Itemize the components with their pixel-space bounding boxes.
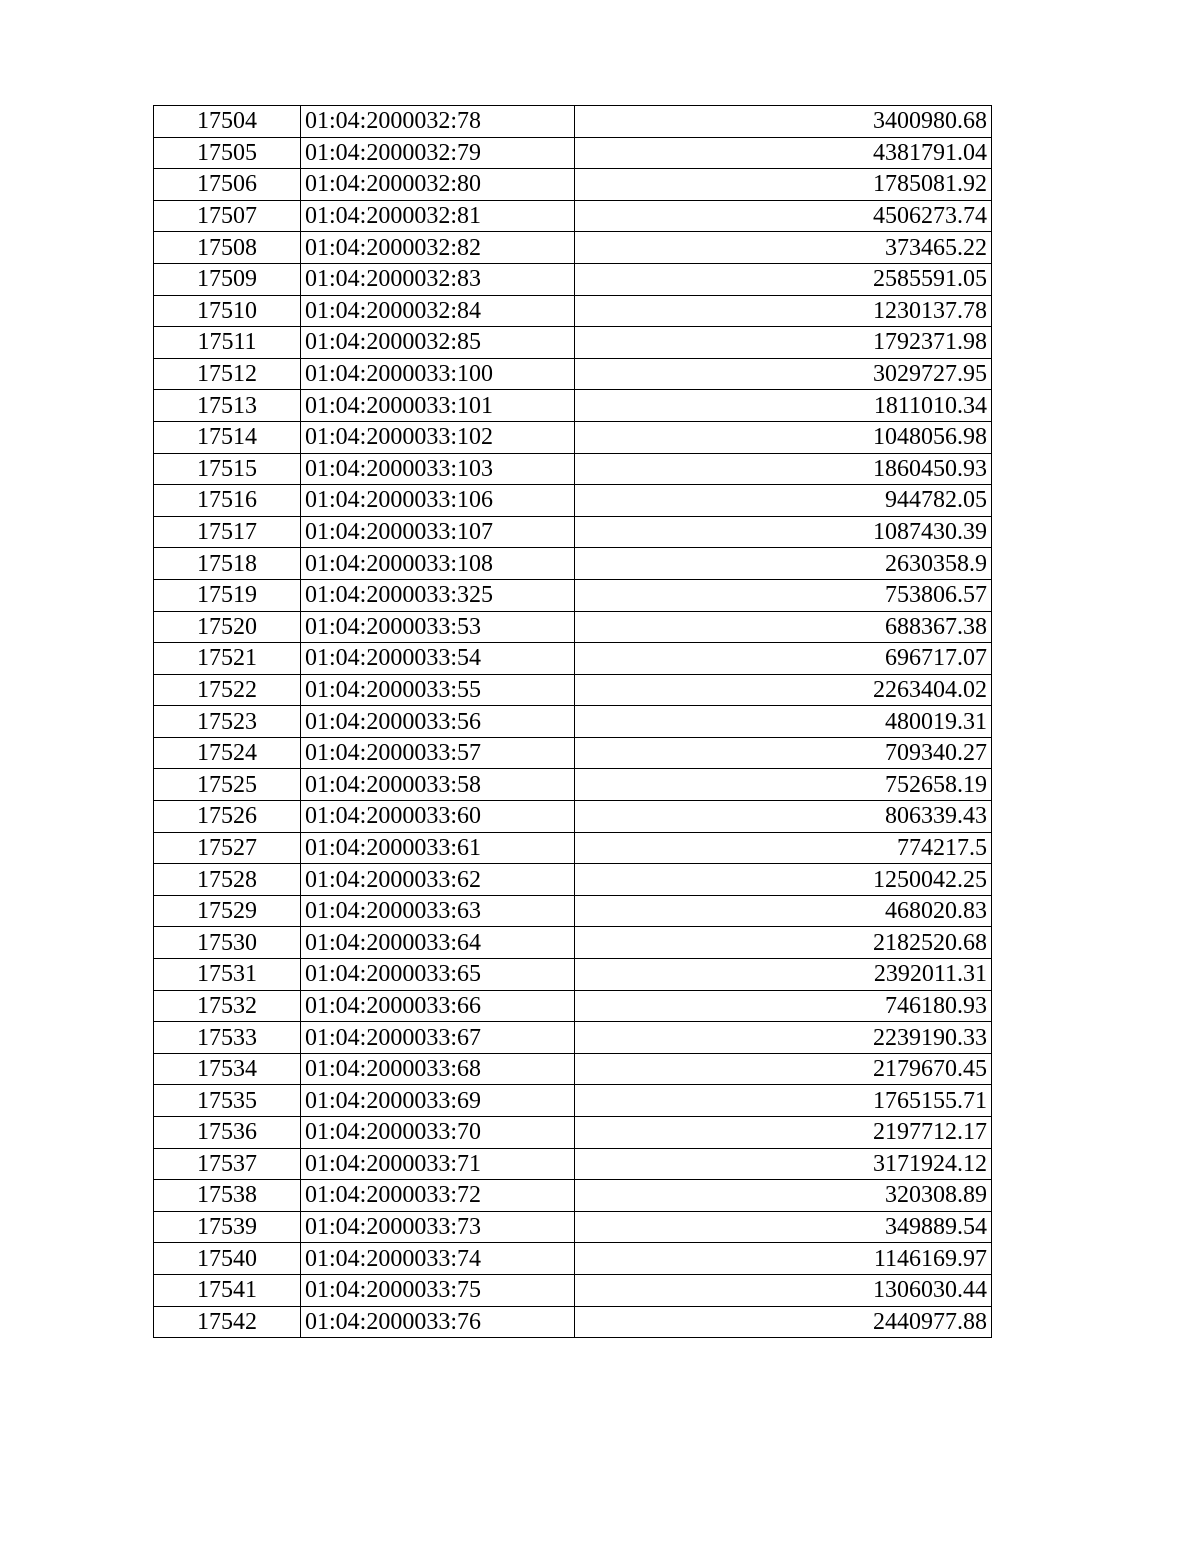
value-cell: 2239190.33 [575,1022,992,1054]
value-cell: 1765155.71 [575,1085,992,1117]
row-id-cell: 17518 [154,548,301,580]
row-id-cell: 17522 [154,674,301,706]
value-cell: 1048056.98 [575,421,992,453]
value-cell: 1306030.44 [575,1274,992,1306]
row-id-cell: 17536 [154,1117,301,1149]
cadastral-code-cell: 01:04:2000033:68 [301,1053,575,1085]
value-cell: 2630358.9 [575,548,992,580]
value-cell: 4506273.74 [575,200,992,232]
row-id-cell: 17517 [154,516,301,548]
table-row [154,737,992,769]
table-row [154,421,992,453]
table-row [154,1243,992,1275]
value-cell: 774217.5 [575,832,992,864]
table-row [154,358,992,390]
row-id-cell: 17524 [154,737,301,769]
table-row [154,801,992,833]
row-id-cell: 17530 [154,927,301,959]
value-cell: 753806.57 [575,579,992,611]
value-cell: 3171924.12 [575,1148,992,1180]
row-id-cell: 17537 [154,1148,301,1180]
value-cell: 1230137.78 [575,295,992,327]
value-cell: 2263404.02 [575,674,992,706]
table-row [154,453,992,485]
cadastral-code-cell: 01:04:2000033:62 [301,864,575,896]
row-id-cell: 17531 [154,959,301,991]
table-row [154,706,992,738]
value-cell: 480019.31 [575,706,992,738]
table-row [154,485,992,517]
table-row [154,1117,992,1149]
cadastral-code-cell: 01:04:2000033:108 [301,548,575,580]
row-id-cell: 17514 [154,421,301,453]
row-id-cell: 17541 [154,1274,301,1306]
row-id-cell: 17527 [154,832,301,864]
cadastral-code-cell: 01:04:2000032:78 [301,106,575,138]
cadastral-code-cell: 01:04:2000033:100 [301,358,575,390]
row-id-cell: 17525 [154,769,301,801]
row-id-cell: 17512 [154,358,301,390]
row-id-cell: 17521 [154,643,301,675]
row-id-cell: 17534 [154,1053,301,1085]
cadastral-code-cell: 01:04:2000033:67 [301,1022,575,1054]
table-row [154,327,992,359]
cadastral-code-cell: 01:04:2000033:54 [301,643,575,675]
value-cell: 1792371.98 [575,327,992,359]
row-id-cell: 17542 [154,1306,301,1338]
cadastral-code-cell: 01:04:2000032:79 [301,137,575,169]
data-table [153,105,992,1338]
cadastral-code-cell: 01:04:2000033:70 [301,1117,575,1149]
value-cell: 1785081.92 [575,169,992,201]
cadastral-code-cell: 01:04:2000032:80 [301,169,575,201]
row-id-cell: 17508 [154,232,301,264]
table-row [154,263,992,295]
table-row [154,895,992,927]
cadastral-code-cell: 01:04:2000032:81 [301,200,575,232]
row-id-cell: 17535 [154,1085,301,1117]
value-cell: 1146169.97 [575,1243,992,1275]
table-row [154,579,992,611]
cadastral-code-cell: 01:04:2000033:63 [301,895,575,927]
table-row [154,1274,992,1306]
cadastral-code-cell: 01:04:2000033:101 [301,390,575,422]
cadastral-code-cell: 01:04:2000033:60 [301,801,575,833]
table-row [154,1211,992,1243]
table-row [154,1306,992,1338]
value-cell: 2197712.17 [575,1117,992,1149]
value-cell: 349889.54 [575,1211,992,1243]
value-cell: 2182520.68 [575,927,992,959]
value-cell: 373465.22 [575,232,992,264]
table-row [154,137,992,169]
row-id-cell: 17539 [154,1211,301,1243]
value-cell: 3029727.95 [575,358,992,390]
row-id-cell: 17516 [154,485,301,517]
cadastral-code-cell: 01:04:2000033:55 [301,674,575,706]
table-body [154,106,992,1338]
value-cell: 709340.27 [575,737,992,769]
cadastral-code-cell: 01:04:2000033:65 [301,959,575,991]
row-id-cell: 17528 [154,864,301,896]
cadastral-code-cell: 01:04:2000033:325 [301,579,575,611]
row-id-cell: 17505 [154,137,301,169]
table-row [154,1148,992,1180]
table-row [154,295,992,327]
value-cell: 2392011.31 [575,959,992,991]
cadastral-code-cell: 01:04:2000033:64 [301,927,575,959]
table-row [154,864,992,896]
row-id-cell: 17532 [154,990,301,1022]
value-cell: 1087430.39 [575,516,992,548]
cadastral-code-cell: 01:04:2000032:82 [301,232,575,264]
row-id-cell: 17533 [154,1022,301,1054]
cadastral-code-cell: 01:04:2000033:75 [301,1274,575,1306]
cadastral-code-cell: 01:04:2000032:84 [301,295,575,327]
value-cell: 2179670.45 [575,1053,992,1085]
table-row [154,959,992,991]
cadastral-code-cell: 01:04:2000033:56 [301,706,575,738]
cadastral-code-cell: 01:04:2000033:61 [301,832,575,864]
value-cell: 688367.38 [575,611,992,643]
table-row [154,832,992,864]
row-id-cell: 17538 [154,1180,301,1212]
table-row [154,1022,992,1054]
row-id-cell: 17529 [154,895,301,927]
row-id-cell: 17526 [154,801,301,833]
value-cell: 696717.07 [575,643,992,675]
value-cell: 806339.43 [575,801,992,833]
value-cell: 320308.89 [575,1180,992,1212]
table-row [154,990,992,1022]
cadastral-code-cell: 01:04:2000033:103 [301,453,575,485]
cadastral-code-cell: 01:04:2000033:74 [301,1243,575,1275]
table-row [154,169,992,201]
cadastral-code-cell: 01:04:2000033:76 [301,1306,575,1338]
cadastral-code-cell: 01:04:2000033:72 [301,1180,575,1212]
value-cell: 944782.05 [575,485,992,517]
cadastral-code-cell: 01:04:2000033:73 [301,1211,575,1243]
table-row [154,769,992,801]
row-id-cell: 17523 [154,706,301,738]
row-id-cell: 17540 [154,1243,301,1275]
value-cell: 2585591.05 [575,263,992,295]
value-cell: 468020.83 [575,895,992,927]
table-row [154,200,992,232]
row-id-cell: 17504 [154,106,301,138]
row-id-cell: 17515 [154,453,301,485]
cadastral-code-cell: 01:04:2000033:53 [301,611,575,643]
cadastral-code-cell: 01:04:2000033:69 [301,1085,575,1117]
cadastral-code-cell: 01:04:2000033:107 [301,516,575,548]
cadastral-code-cell: 01:04:2000033:102 [301,421,575,453]
cadastral-code-cell: 01:04:2000033:57 [301,737,575,769]
cadastral-code-cell: 01:04:2000033:71 [301,1148,575,1180]
row-id-cell: 17507 [154,200,301,232]
table-row [154,548,992,580]
cadastral-code-cell: 01:04:2000033:58 [301,769,575,801]
row-id-cell: 17510 [154,295,301,327]
value-cell: 746180.93 [575,990,992,1022]
row-id-cell: 17519 [154,579,301,611]
value-cell: 1860450.93 [575,453,992,485]
cadastral-code-cell: 01:04:2000033:66 [301,990,575,1022]
cadastral-code-cell: 01:04:2000033:106 [301,485,575,517]
row-id-cell: 17511 [154,327,301,359]
table-row [154,927,992,959]
value-cell: 2440977.88 [575,1306,992,1338]
table-row [154,1085,992,1117]
row-id-cell: 17509 [154,263,301,295]
cadastral-code-cell: 01:04:2000032:85 [301,327,575,359]
value-cell: 752658.19 [575,769,992,801]
table-row [154,674,992,706]
value-cell: 1250042.25 [575,864,992,896]
table-row [154,1053,992,1085]
cadastral-code-cell: 01:04:2000032:83 [301,263,575,295]
table-row [154,516,992,548]
table-row [154,232,992,264]
row-id-cell: 17513 [154,390,301,422]
table-row [154,106,992,138]
table-row [154,643,992,675]
table-row [154,390,992,422]
value-cell: 1811010.34 [575,390,992,422]
row-id-cell: 17520 [154,611,301,643]
table-row [154,1180,992,1212]
table-row [154,611,992,643]
value-cell: 3400980.68 [575,106,992,138]
value-cell: 4381791.04 [575,137,992,169]
row-id-cell: 17506 [154,169,301,201]
